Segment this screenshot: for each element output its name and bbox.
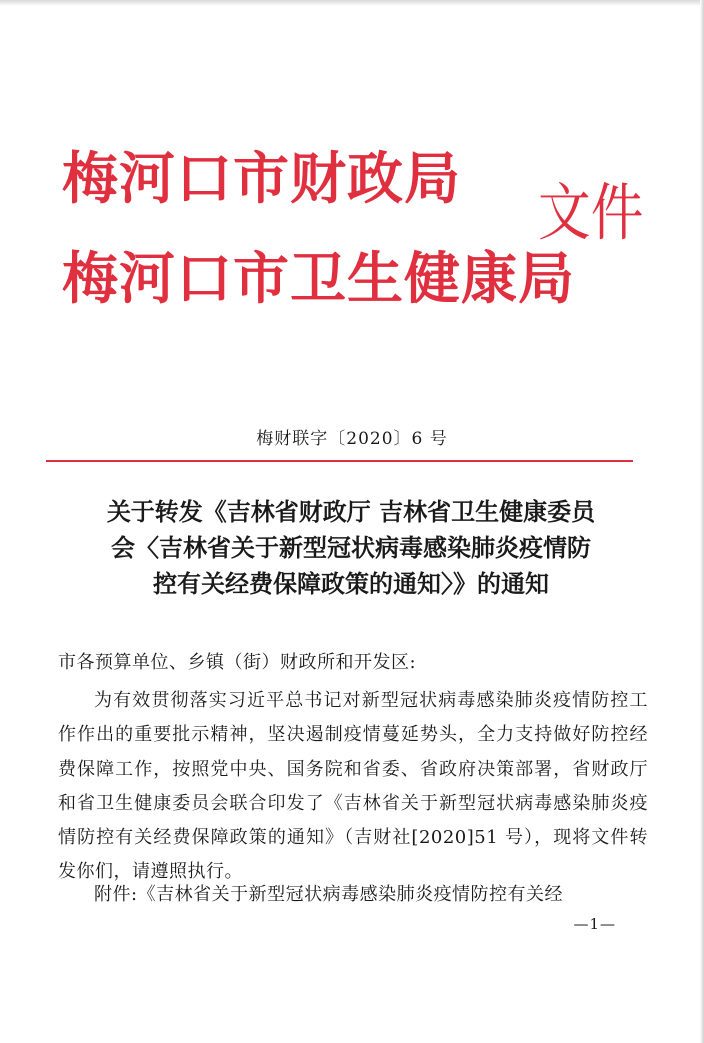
title-line: 关于转发《吉林省财政厅 吉林省卫生健康委员 [106,498,596,526]
title-line: 会〈吉林省关于新型冠状病毒感染肺炎疫情防 [111,534,591,562]
document-title [46,494,656,602]
attachment-line: 附件:《吉林省关于新型冠状病毒感染肺炎疫情防控有关经 [94,884,564,905]
issuer-health-bureau: 梅河口市卫生健康局 [62,247,575,312]
title-line: 控有关经费保障政策的通知〉》的通知 [153,570,549,598]
scan-edge-right [700,0,704,1043]
document-header [62,148,682,338]
scan-edge-top [0,0,704,6]
red-divider-line [46,460,633,462]
body-paragraph: 为有效贯彻落实习近平总书记对新型冠状病毒感染肺炎疫情防控工作作出的重要批示精神，坚决遏制疫情蔓延势头，全力支持做好防控经费保障工作，按照党中央、国务院和省委、省政府决策部署，省财政厅和省卫生健康委员会联合印发了《吉林省关于新型冠状病毒感染肺炎疫情防控有关经费保障政策的通知》（吉财社[2020]51 号），现将文件转发你们，请遵照执行。 [58,690,648,883]
salutation: 市各预算单位、乡镇（街）财政所和开发区: [58,652,417,673]
issuer-finance-bureau: 梅河口市财政局 [62,147,461,212]
document-type-label: 文件 [538,176,644,249]
document-number: 梅财联字〔2020〕6 号 [256,429,448,449]
page-number: —1— [573,915,616,933]
